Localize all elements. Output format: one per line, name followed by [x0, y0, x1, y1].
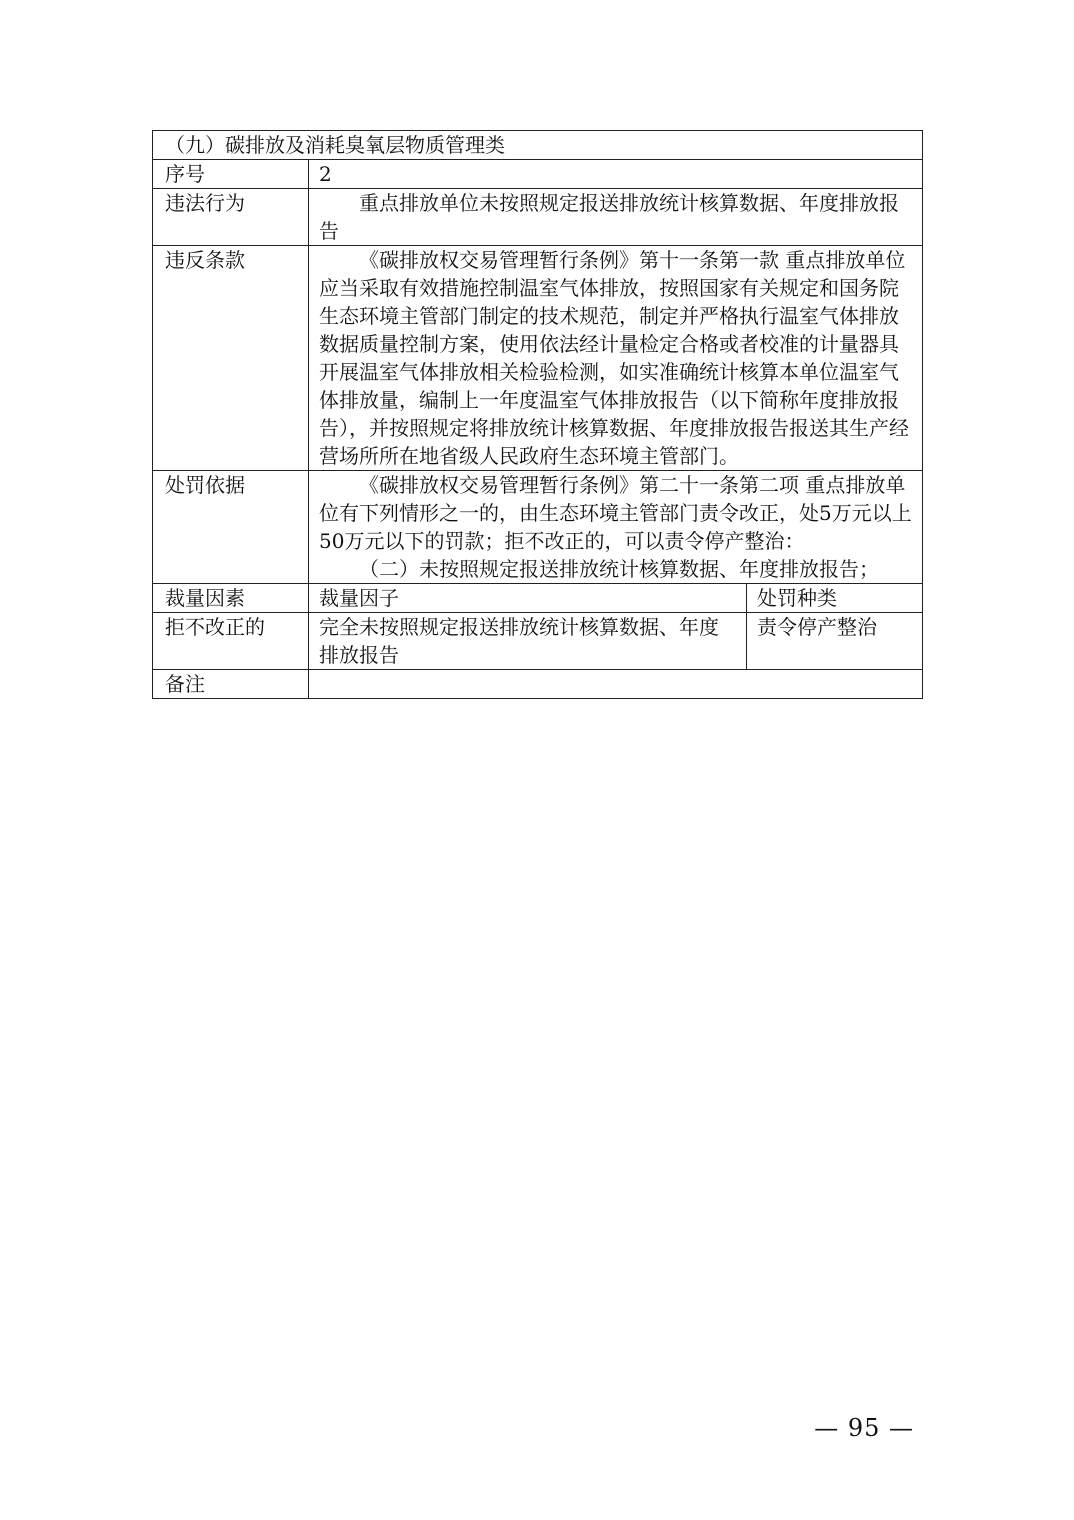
penalty-basis-row — [153, 471, 923, 584]
serial-row — [153, 160, 923, 189]
serial-value: 2 — [309, 160, 923, 189]
section-title: （九）碳排放及消耗臭氧层物质管理类 — [153, 131, 923, 160]
discretion-row — [153, 613, 923, 670]
penalty-basis-value — [309, 471, 923, 584]
penalty-standard-table — [152, 130, 923, 699]
penalty-basis-paragraph: 《碳排放权交易管理暂行条例》第二十一条第二项 重点排放单位有下列情形之一的，由生态环境主管部门责令改正，处5万元以上50万元以下的罚款；拒不改正的，可以责令停产整治： — [319, 473, 912, 553]
page-number: — 95 — — [814, 1414, 914, 1442]
section-title-row — [153, 131, 923, 160]
violation-row — [153, 189, 923, 246]
penalty-basis-paragraph: （二）未按照规定报送排放统计核算数据、年度排放报告； — [359, 557, 879, 581]
violation-value: 重点排放单位未按照规定报送排放统计核算数据、年度排放报告 — [309, 189, 923, 246]
remarks-row — [153, 670, 923, 699]
violation-label: 违法行为 — [153, 189, 309, 246]
penalty-type-value: 责令停产整治 — [747, 613, 923, 670]
serial-label: 序号 — [153, 160, 309, 189]
discretion-header-row — [153, 584, 923, 613]
penalty-basis-label: 处罚依据 — [153, 471, 309, 584]
discretion-factor-header: 裁量因子 — [309, 584, 747, 613]
discretion-header-label: 裁量因素 — [153, 584, 309, 613]
remarks-value — [309, 670, 923, 699]
clause-label: 违反条款 — [153, 246, 309, 471]
clause-value: 《碳排放权交易管理暂行条例》第十一条第一款 重点排放单位应当采取有效措施控制温室气体排放，按照国家有关规定和国务院生态环境主管部门制定的技术规范，制定并严格执行温室气体排放数据质量控制方案，使用依法经计量检定合格或者校准的计量器具开展温室气体排放相关检验检测，如实准确统计核算本单位温室气体排放量，编制上一年度温室气体排放报告（以下简称年度排放报告），并按照规定将排放统计核算数据、年度排放报告报送其生产经营场所所在地省级人民政府生态环境主管部门。 — [309, 246, 923, 471]
discretion-factor-value: 完全未按照规定报送排放统计核算数据、年度排放报告 — [309, 613, 747, 670]
remarks-label: 备注 — [153, 670, 309, 699]
clause-row — [153, 246, 923, 471]
penalty-type-header: 处罚种类 — [747, 584, 923, 613]
discretion-row-label: 拒不改正的 — [153, 613, 309, 670]
